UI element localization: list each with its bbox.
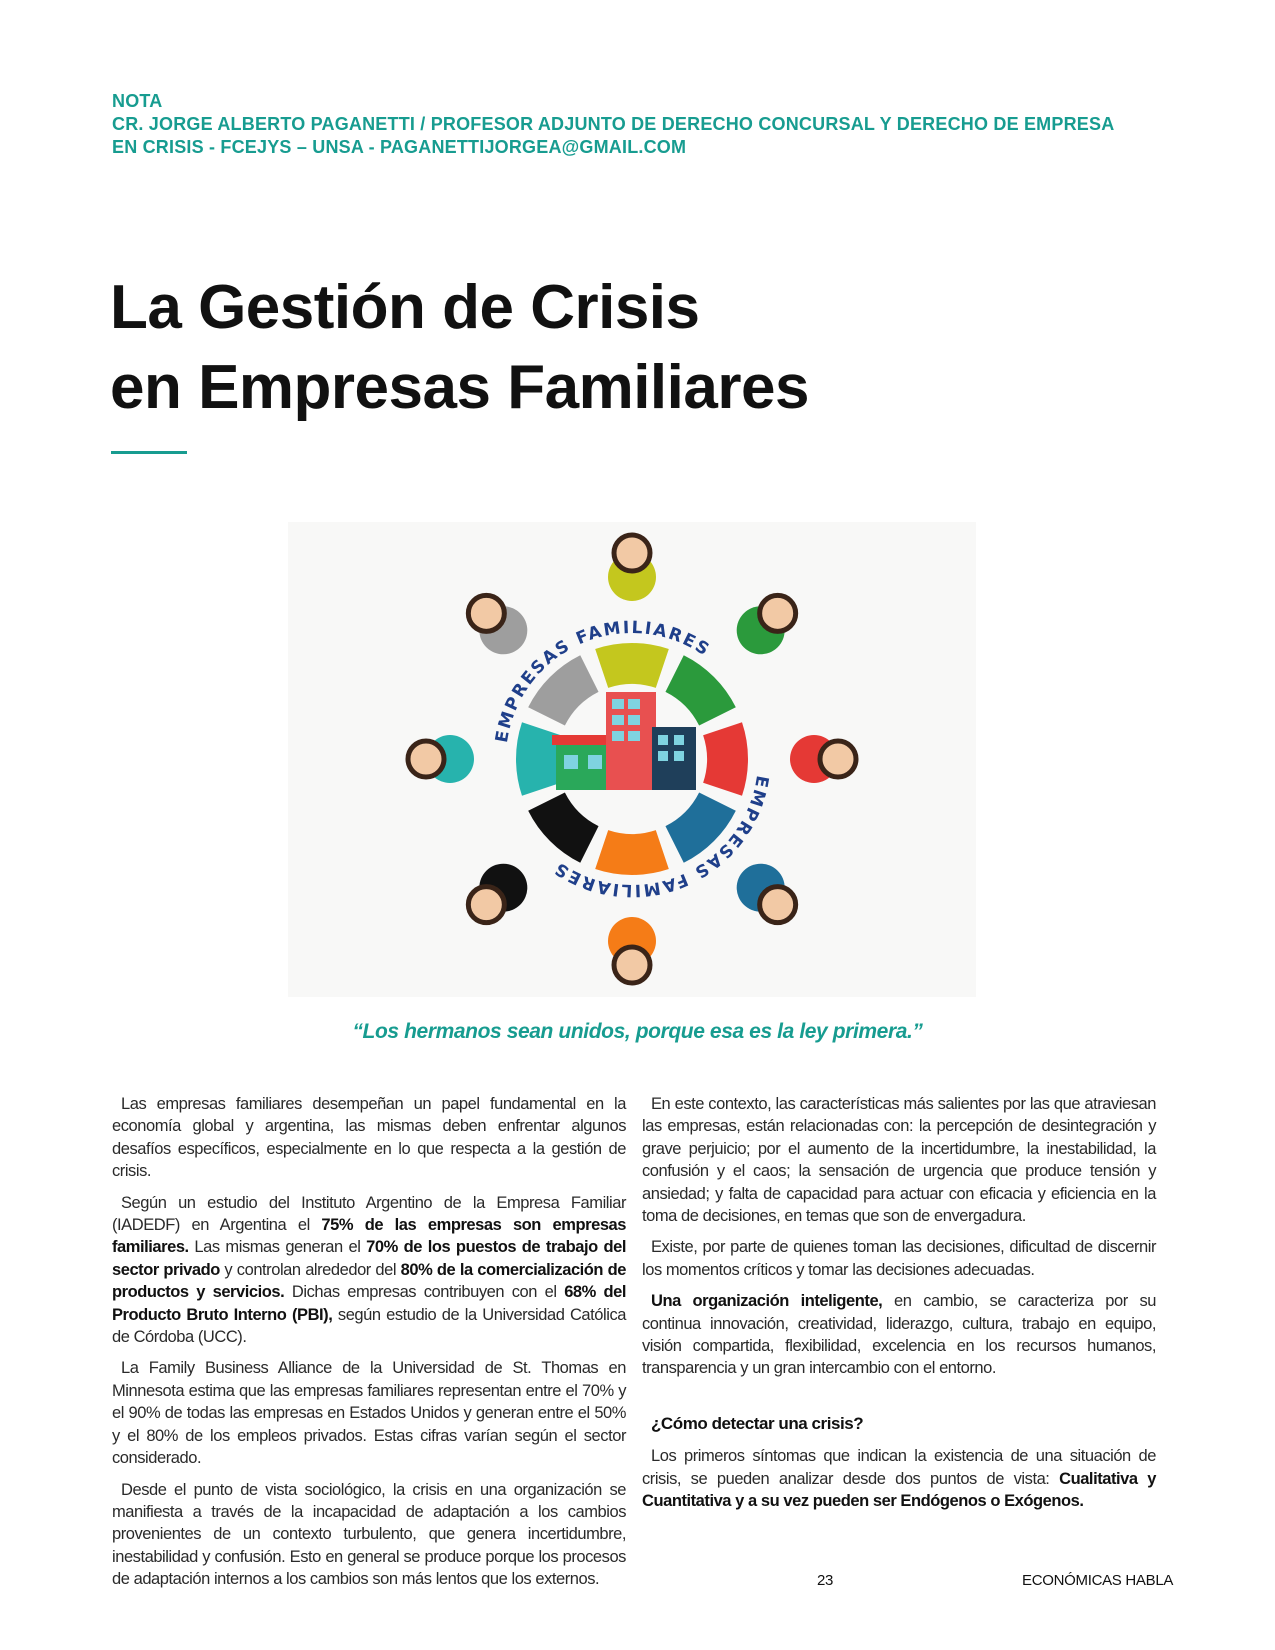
title-line: en Empresas Familiares	[110, 353, 809, 422]
text: según estudio de la Universidad Católica de Córdoba (UCC).	[112, 1305, 626, 1347]
ring-segment	[665, 655, 735, 725]
author-line: CR. JORGE ALBERTO PAGANETTI / PROFESOR ADJUNTO DE DERECHO CONCURSAL Y DERECHO DE EMPRESA	[112, 114, 1115, 134]
bold-text: 75% de las empresas son empresas familiares.	[112, 1216, 626, 1257]
ring-segment	[516, 722, 561, 796]
paragraph: Las empresas familiares desempeñan un papel fundamental en la economía global y argentina, las mismas deben enfrentar algunos desafíos específicos, especialmente en lo que respecta a la gestión de crisis.	[112, 1095, 626, 1181]
person-icon	[608, 917, 656, 983]
bold-text: 68% del Producto Bruto Interno (PBI),	[112, 1283, 626, 1324]
paragraph: Existe, por parte de quienes toman las decisiones, dificultad de discernir los momentos críticos y tomar las decisiones adecuadas.	[642, 1238, 1156, 1279]
ring-segment	[528, 792, 598, 862]
paragraph: La Family Business Alliance de la Universidad de St. Thomas en Minnesota estima que las empresas familiares representan entre el 70% y el 90% de todas las empresas en Estados Unidos y generan entre el 50% y el 80% de los empleos privados. Estas cifras varían según el sector considerado.	[112, 1359, 626, 1468]
right-column	[642, 1093, 1156, 1522]
text: en cambio, se caracteriza por su continua innovación, creatividad, liderazgo, cultura, trabajo en equipo, visión compartida, flexibilidad, excelencia en los recursos humanos, transparencia y un gran intercambio con el entorno.	[642, 1292, 1156, 1378]
pull-quote: “Los hermanos sean unidos, porque esa es la ley primera.”	[352, 1020, 923, 1043]
ring-segment	[595, 830, 669, 875]
paragraph	[112, 1192, 626, 1349]
paragraph	[642, 1290, 1156, 1380]
paragraph: En este contexto, las características más salientes por las que atraviesan las empresas, están relacionadas con: la percepción de desintegración y grave perjuicio; por el aumento de la incertidumbre, la inestabilidad, la confusión y el caos; la sensación de urgencia que produce tensión y ansiedad; y falta de capacidad para actuar con eficacia y eficiencia en la toma de decisiones, en temas que son de envergadura.	[642, 1095, 1156, 1226]
left-column	[112, 1093, 626, 1600]
text: Según un estudio del Instituto Argentino de la Empresa Familiar (IADEDF) en Argentina el	[112, 1193, 626, 1235]
ring-lettering: EMPRESAS FAMILIARES	[492, 617, 714, 745]
person-icon	[737, 864, 796, 923]
person-icon	[737, 595, 796, 654]
author-line: EN CRISIS - FCEJYS – UNSA - PAGANETTIJORGEA@GMAIL.COM	[112, 137, 687, 157]
text: y controlan alrededor del	[219, 1260, 401, 1279]
bold-text: 70% de los puestos de trabajo del sector privado	[112, 1238, 626, 1279]
text: Los primeros síntomas que indican la existencia de una situación de crisis, se pueden analizar desde dos puntos de vista:	[642, 1447, 1156, 1488]
bold-text: Una organización inteligente,	[651, 1292, 883, 1311]
page-title	[110, 268, 809, 428]
title-divider	[111, 451, 187, 454]
article-header	[112, 90, 1114, 159]
ring-segment	[595, 643, 669, 688]
bold-text: 80% de la comercialización de productos y servicios.	[112, 1260, 626, 1302]
paragraph	[642, 1445, 1156, 1512]
family-business-illustration	[288, 522, 976, 997]
text: Las mismas generan el	[188, 1238, 367, 1257]
paragraph: Desde el punto de vista sociológico, la crisis en una organización se manifiesta a través de la incapacidad de adaptación a los cambios provenientes de un contexto turbulento, que genera incertidumbre, inestabilidad y confusión. Esto en general se produce porque los procesos de adaptación internos a los cambios son más lentos que los externos.	[112, 1480, 626, 1589]
ring-segment	[703, 722, 748, 796]
person-icon	[468, 864, 527, 923]
title-line: La Gestión de Crisis	[110, 273, 700, 342]
person-icon	[468, 595, 527, 654]
page-number: 23	[817, 1572, 834, 1589]
ring-lettering: EMPRESAS FAMILIARES	[550, 773, 772, 901]
bold-text: Cualitativa y Cuantitativa y a su vez pueden ser Endógenos o Exógenos.	[642, 1469, 1156, 1511]
illustration-svg	[288, 522, 976, 997]
text: Dichas empresas contribuyen con el	[284, 1283, 565, 1302]
person-icon	[790, 735, 856, 783]
person-icon	[608, 535, 656, 601]
publication-name: ECONÓMICAS HABLA	[1022, 1572, 1174, 1589]
subheading: ¿Cómo detectar una crisis?	[651, 1413, 864, 1433]
person-icon	[408, 735, 474, 783]
section-label: NOTA	[112, 91, 163, 111]
